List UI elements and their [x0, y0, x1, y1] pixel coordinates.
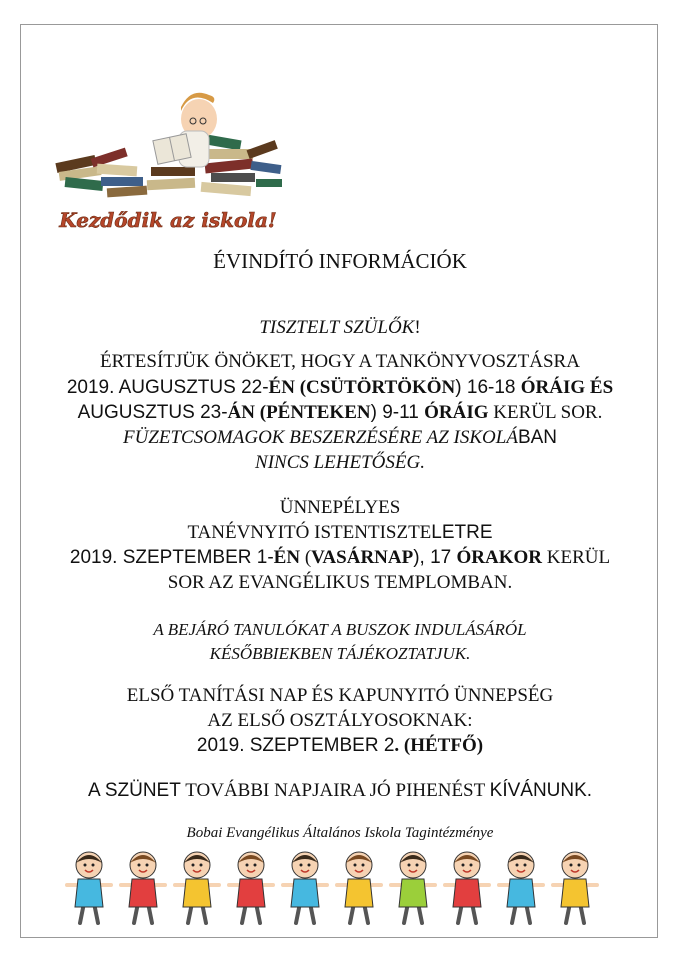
child-figure	[121, 852, 165, 923]
flyer-page	[20, 24, 658, 938]
p4-line-2: AZ ELSŐ OSZTÁLYOSOKNAK:	[207, 710, 473, 731]
p1-line-1: ÉRTESÍTJÜK ÖNÖKET, HOGY A TANKÖNYVOSZTÁSRA	[100, 351, 580, 372]
child-figure	[445, 852, 489, 923]
logo-caption: Kezdődik az iskola!	[59, 208, 277, 232]
child-figure	[391, 852, 435, 923]
p1-line-4	[21, 427, 659, 449]
p4-l3b: . (HÉTFŐ)	[394, 735, 484, 756]
wish-a: A SZÜNET	[87, 780, 181, 801]
school-name-footer: Bobai Evangélikus Általános Iskola Tagintézménye	[186, 825, 494, 841]
p2-l3f: ÓRAKOR	[456, 547, 543, 568]
p2-l3e: ), 17	[413, 547, 457, 568]
p1-line-3	[21, 402, 659, 424]
child-figure	[499, 852, 543, 923]
p2-l3b: ÉN	[273, 547, 301, 568]
p1-l2a: 2019. AUGUSZTUS 22-	[66, 377, 269, 398]
boy-reading-books-icon	[55, 93, 282, 198]
logo	[51, 67, 286, 247]
p4-l3a: 2019. SZEPTEMBER 2	[196, 735, 395, 756]
greeting	[21, 317, 659, 339]
p4-line-3	[21, 735, 659, 757]
p2-l3c: (	[300, 547, 312, 568]
p2-l2b: LETRE	[431, 522, 493, 543]
p1-l3b: ÁN (PÉNTEKEN	[227, 402, 371, 423]
p4-line-1: ELSŐ TANÍTÁSI NAP ÉS KAPUNYITÓ ÜNNEPSÉG	[126, 685, 554, 706]
p1-line-2	[21, 377, 659, 399]
child-figure	[175, 852, 219, 923]
p1-line-5: NINCS LEHETŐSÉG.	[255, 452, 425, 473]
p1-l3d: ÓRÁIG	[424, 402, 489, 423]
wish-c: KÍVÁNUNK.	[489, 780, 593, 801]
p2-line-2	[21, 522, 659, 544]
children-holding-hands-icon	[61, 845, 621, 930]
p3-line-1: A BEJÁRÓ TANULÓKAT A BUSZOK INDULÁSÁRÓL	[153, 620, 527, 639]
child-figure	[283, 852, 327, 923]
p2-line-1: ÜNNEPÉLYES	[279, 497, 401, 518]
child-figure	[553, 852, 597, 923]
greeting-text: TISZTELT SZÜLŐK	[259, 317, 415, 338]
child-figure	[337, 852, 381, 923]
p2-l3a: 2019. SZEPTEMBER 1-	[69, 547, 274, 568]
p1-l3c: ) 9-11	[370, 402, 425, 423]
p1-l3e: KERÜL SOR.	[488, 402, 603, 423]
p2-l2a: TANÉVNYITÓ ISTENTISZTE	[187, 522, 432, 543]
wish-b: TOVÁBBI NAPJAIRA JÓ PIHENÉST	[180, 780, 490, 801]
p2-l3g: KERÜL	[542, 547, 611, 568]
p3-line-2: KÉSŐBBIEKBEN TÁJÉKOZTATJUK.	[209, 644, 471, 663]
p1-l4a: FÜZETCSOMAGOK BESZERZÉSÉRE AZ ISKOLÁ	[122, 427, 518, 448]
greeting-punct: !	[414, 317, 421, 338]
p1-l2d: ÓRÁIG ÉS	[520, 377, 614, 398]
page-title: ÉVINDÍTÓ INFORMÁCIÓK	[213, 249, 467, 273]
child-figure	[67, 852, 111, 923]
p1-l2c: ) 16-18	[455, 377, 521, 398]
p1-l2b: ÉN (CSÜTÖRTÖKÖN	[268, 377, 456, 398]
p2-line-3	[21, 547, 659, 569]
p1-l3a: AUGUSZTUS 23-	[77, 402, 228, 423]
child-figure	[229, 852, 273, 923]
p2-l3d: VASÁRNAP	[311, 547, 414, 568]
wish-line	[21, 780, 659, 802]
p2-line-4: SOR AZ EVANGÉLIKUS TEMPLOMBAN.	[167, 572, 513, 593]
p1-l4b: BAN	[517, 427, 558, 448]
